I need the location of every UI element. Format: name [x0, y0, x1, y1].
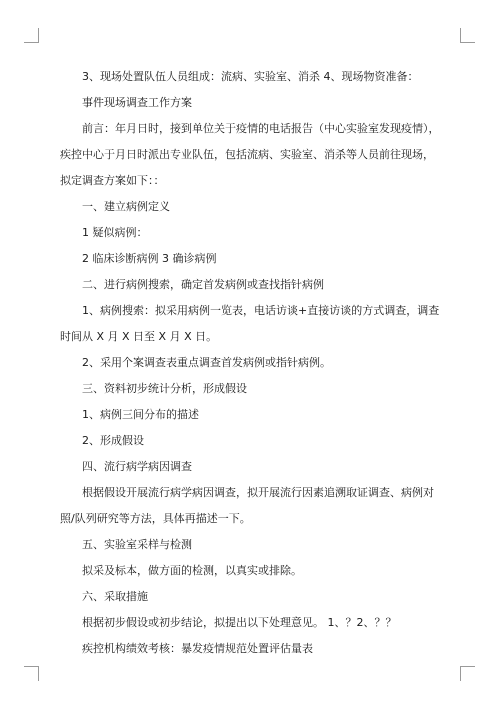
- paragraph-etiology-method: 根据假设开展流行病学病因调查，拟开展流行因素追溯取证调查、病例对照/队列研究等方法，具体再描述一下。: [60, 486, 434, 525]
- paragraph-plan-title: 事件现场调查工作方案: [82, 96, 192, 109]
- paragraph-hypothesis: 2、形成假设: [82, 434, 144, 447]
- paragraph-distribution: 1、病例三间分布的描述: [82, 408, 199, 421]
- paragraph-preface: 前言：年月日时，接到单位关于疫情的电话报告（中心实验室发现疫情），疾控中心于月日时派出专业队伍，包括流病、实验室、消杀等人员前往现场，拟定调查方案如下：：: [60, 122, 440, 187]
- heading-measures: 六、采取措施: [82, 590, 148, 603]
- heading-data-analysis: 三、资料初步统计分析，形成假设: [82, 382, 247, 395]
- heading-etiology-survey: 四、流行病学病因调查: [82, 460, 192, 473]
- paragraph-team-composition: 3、现场处置队伍人员组成：流病、实验室、消杀 4、现场物资准备：: [82, 70, 419, 83]
- crop-mark-top-left: [24, 28, 39, 43]
- paragraph-individual-survey: 2、采用个案调查表重点调查首发病例或指针病例。: [82, 356, 331, 369]
- heading-case-search: 二、进行病例搜索，确定首发病例或查找指针病例: [82, 278, 324, 291]
- heading-lab-sampling: 五、实验室采样与检测: [82, 538, 192, 551]
- paragraph-case-search-method: 1、病例搜索：拟采用病例一览表，电话访谈+直接访谈的方式调查，调查时间从 X 月 X 日至 X 月 X 日。: [60, 304, 440, 343]
- paragraph-lab-sampling: 拟采及标本，做方面的检测，以真实或排除。: [82, 564, 302, 577]
- crop-mark-top-right: [460, 28, 475, 43]
- paragraph-measures: 根据初步假设或初步结论，拟提出以下处理意见。 1、？2、？？: [82, 616, 397, 629]
- crop-mark-bottom-left: [24, 666, 39, 681]
- heading-case-definition: 一、建立病例定义: [82, 200, 170, 213]
- paragraph-clinical-confirmed-case: 2 临床诊断病例 3 确诊病例: [82, 252, 217, 265]
- paragraph-suspected-case: 1 疑似病例：: [82, 226, 148, 239]
- document-body: [60, 64, 442, 662]
- crop-mark-bottom-right: [460, 666, 475, 681]
- paragraph-performance-assessment: 疾控机构绩效考核：暴发疫情规范处置评估量表: [82, 642, 313, 655]
